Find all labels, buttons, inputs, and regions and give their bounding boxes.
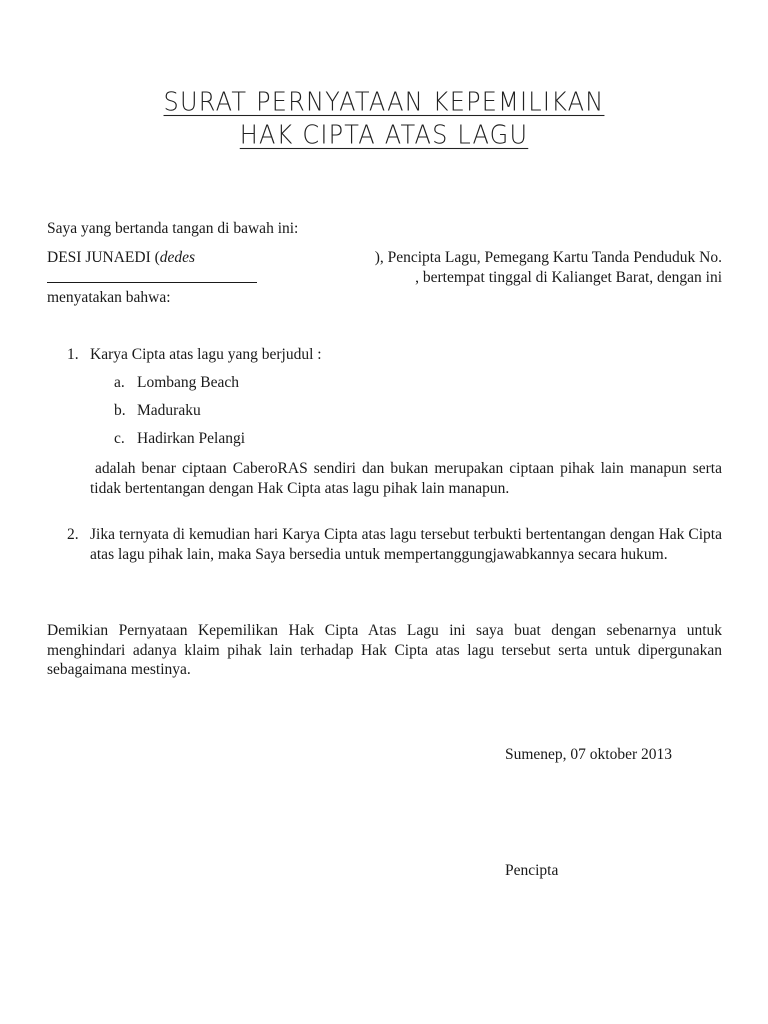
song-b-title: Maduraku (137, 402, 201, 419)
song-b-letter: b. (114, 402, 126, 419)
declarant-line-1-rest: ), Pencipta Lagu, Pemegang Kartu Tanda Penduduk No. (374, 249, 722, 266)
ktp-number-blank (47, 268, 257, 283)
title-line-2: HAK CIPTA ATAS LAGU (239, 119, 529, 151)
declarant-line-2 (47, 268, 722, 289)
title-line-1: SURAT PERNYATAAN KEPEMILIKAN (163, 86, 605, 118)
declarant-nickname: dedes (159, 249, 196, 266)
song-a-title: Lombang Beach (137, 374, 240, 391)
declarant-paragraph (47, 248, 722, 308)
song-c-title: Hadirkan Pelangi (137, 430, 246, 447)
song-a-letter: a. (114, 374, 125, 391)
song-c-letter: c. (114, 430, 125, 447)
item-1-note: adalah benar ciptaan CaberoRAS sendiri dan bukan merupakan ciptaan pihak lain manapun serta tidak bertentangan dengan Hak Cipta atas lagu pihak lain manapun. (90, 460, 722, 497)
signature-label: Pencipta (505, 862, 559, 879)
declarant-name: DESI JUNAEDI ( (47, 249, 160, 266)
intro-text: Saya yang bertanda tangan di bawah ini: (47, 220, 299, 237)
item-2-text: Jika ternyata di kemudian hari Karya Cipta atas lagu tersebut terbukti bertentangan dengan Hak Cipta atas lagu pihak lain, maka Saya bersedia untuk mempertanggungjawabkannya secara hukum. (90, 526, 722, 563)
declarant-line-2-rest: , bertempat tinggal di Kalianget Barat, dengan ini (415, 268, 722, 286)
place-date: Sumenep, 07 oktober 2013 (505, 746, 673, 763)
declarant-line-3: menyatakan bahwa: (47, 289, 171, 306)
declarant-line-1 (47, 248, 722, 268)
closing-paragraph: Demikian Pernyataan Kepemilikan Hak Cipta Atas Lagu ini saya buat dengan sebenarnya untuk menghindari adanya klaim pihak lain terhadap Hak Cipta atas lagu tersebut serta untuk dipergunakan sebagaimana mestinya. (47, 622, 722, 678)
item-1-text: Karya Cipta atas lagu yang berjudul : (90, 346, 322, 363)
item-1-number: 1. (67, 346, 79, 363)
item-2-number: 2. (67, 526, 79, 543)
